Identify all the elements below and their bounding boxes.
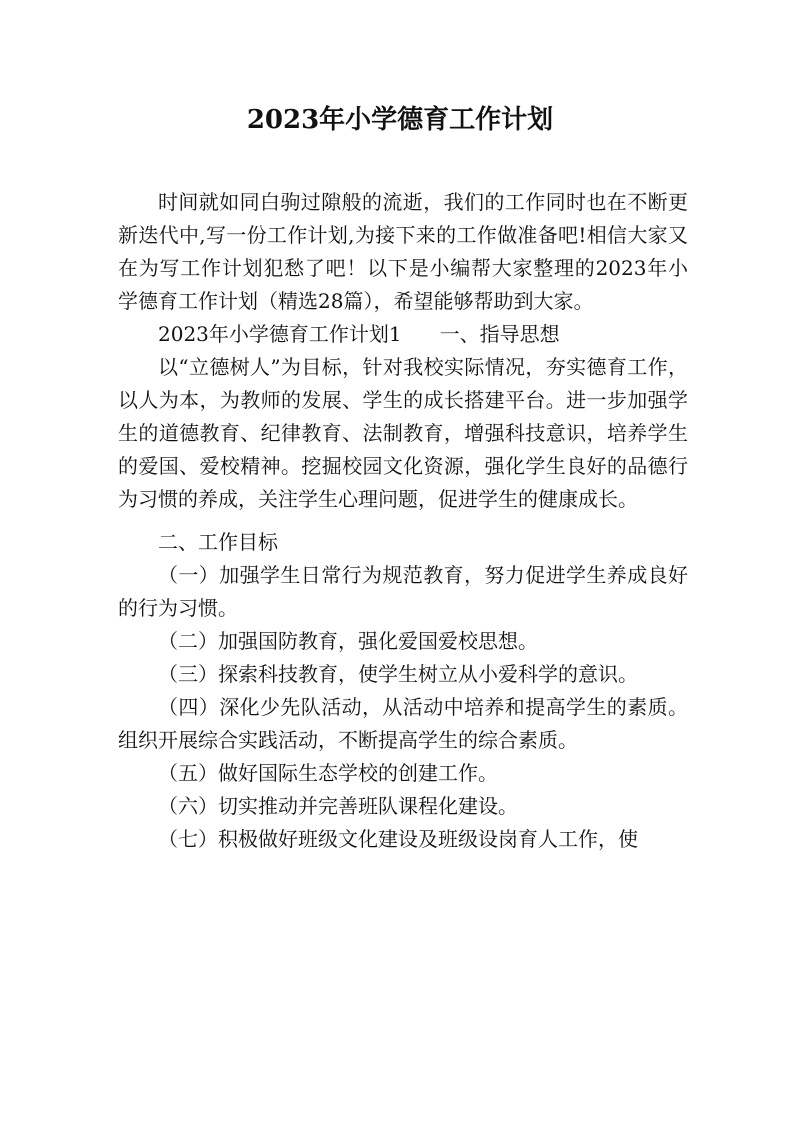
goal-item: （二）加强国防教育，强化爱国爱校思想。	[158, 629, 538, 653]
section-heading-guiding: 一、指导思想	[439, 322, 560, 346]
goal-item: （六）切实推动并完善班队课程化建设。	[158, 794, 518, 818]
guiding-paragraph: 以“立德树人”为目标，针对我校实际情况，夯实德育工作，以人为本，为教师的发展、学生的成长搭建平台。进一步加强学生的道德教育、纪律教育、法制教育，增强科技意识，培养学生的爱国、爱校精神。挖掘校园文化资源，强化学生良好的品德行为习惯的养成，关注学生心理问题，促进学生的健康成长。	[118, 355, 688, 511]
goal-item: （五）做好国际生态学校的创建工作。	[158, 761, 498, 785]
document-body	[118, 186, 688, 856]
intro-paragraph: 时间就如同白驹过隙般的流逝，我们的工作同时也在不断更新迭代中,写一份工作计划,为接下来的工作做准备吧!相信大家又在为写工作计划犯愁了吧！以下是小编帮大家整理的2023年小学德育工作计划（精选28篇），希望能够帮助到大家。	[118, 190, 688, 313]
goal-item: （七）积极做好班级文化建设及班级设岗育人工作，使	[158, 827, 638, 851]
section-label: 2023年小学德育工作计划1	[158, 322, 402, 346]
document-title: 2023年小学德育工作计划	[246, 105, 554, 135]
section-heading-goals: 二、工作目标	[158, 530, 278, 554]
goal-item: （四）深化少先队活动，从活动中培养和提高学生的素质。组织开展综合实践活动，不断提高学生的综合素质。	[118, 695, 688, 752]
goal-item: （三）探索科技教育，使学生树立从小爱科学的意识。	[158, 662, 638, 686]
section-heading-row	[118, 318, 688, 351]
goal-item: （一）加强学生日常行为规范教育，努力促进学生养成良好的行为习惯。	[118, 563, 688, 620]
